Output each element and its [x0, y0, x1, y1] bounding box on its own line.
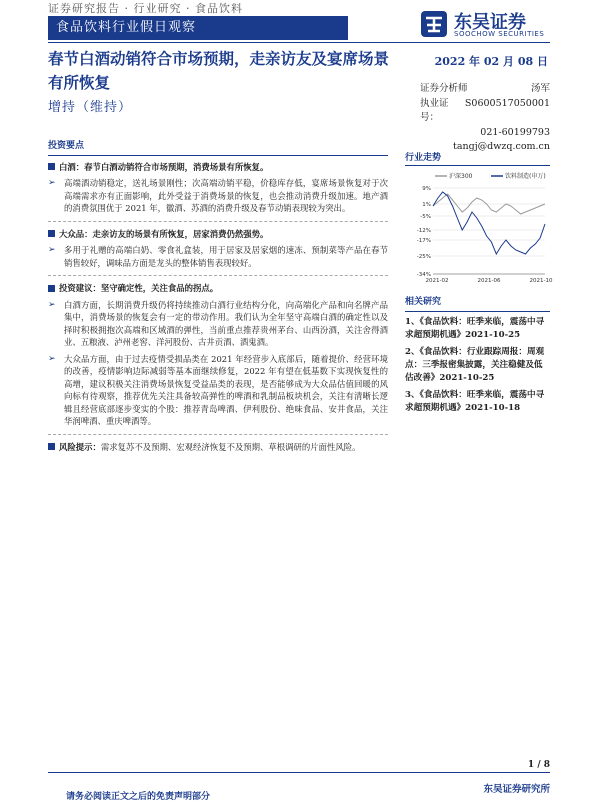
- legend-label: 沪深300: [449, 173, 473, 180]
- series-line: [433, 192, 545, 254]
- logo-mark-icon: [420, 10, 448, 38]
- x-tick-label: 2021-02: [425, 278, 449, 284]
- square-bullet-icon: [48, 443, 55, 450]
- x-tick-label: 2021-10: [529, 278, 553, 284]
- related-item[interactable]: 3、《食品饮料：旺季来临，震荡中寻求超预期机遇》2021-10-18: [405, 390, 545, 413]
- y-tick-label: 1%: [422, 202, 431, 208]
- main-content: [48, 140, 388, 457]
- liquor-heading: [48, 161, 388, 174]
- y-tick-label: -5%: [420, 214, 431, 220]
- investment-points-title: 投资要点: [48, 140, 388, 156]
- mass-heading: [48, 228, 388, 241]
- report-banner: 食品饮料行业假日观察: [48, 16, 348, 40]
- advice-heading-text: 投资建议：坚守确定性，关注食品的拐点。: [59, 283, 219, 293]
- square-bullet-icon: [48, 163, 55, 170]
- x-tick-label: 2021-06: [477, 278, 501, 284]
- arrow-bullet-icon: ➢: [48, 178, 56, 188]
- risk-heading: 风险提示：: [59, 441, 101, 452]
- arrow-bullet-icon: ➢: [48, 245, 56, 255]
- liquor-text: 高端酒动销稳定，送礼场景刚性；次高端动销平稳，价稳库存低，宴席场景恢复对于次高端需求亦有正面影响，此外受益于消费场景的恢复，也会推动消费升级加速。地产酒的消费氛围优于 2021 年，徽酒、苏酒的消费升级及春节动销表现较为突出。: [64, 178, 388, 213]
- divider: [48, 275, 388, 276]
- logo-text-en: SOOCHOW SECURITIES: [454, 30, 545, 38]
- related-title: 相关研究: [405, 296, 550, 312]
- arrow-bullet-icon: ➢: [48, 299, 56, 310]
- logo-text-cn: 东吴证券: [454, 12, 526, 33]
- risk-text: 需求复苏不及预期、宏观经济恢复不及预期、草根调研的片面性风险。: [100, 441, 361, 452]
- liquor-heading-text: 白酒：春节白酒动销符合市场预期，消费场景有所恢复。: [59, 161, 269, 172]
- square-bullet-icon: [48, 285, 55, 292]
- mass-heading-text: 大众品：走亲访友的场景有所恢复，居家消费仍然强势。: [59, 228, 269, 239]
- sidebar: [405, 150, 553, 290]
- footer-rule: [48, 772, 550, 773]
- advice-paragraph-1: [48, 299, 388, 349]
- report-category: 证券研究报告 · 行业研究 · 食品饮料: [48, 2, 243, 15]
- analyst-info: [420, 82, 550, 155]
- arrow-bullet-icon: ➢: [48, 353, 56, 364]
- report-date: 2022 年 02 月 08 日: [434, 55, 548, 68]
- divider: [48, 434, 388, 435]
- risk-block: [48, 441, 388, 454]
- footer-org: 东吴证券研究所: [483, 784, 550, 795]
- trend-title: 行业走势: [405, 150, 550, 166]
- legend-label: 饮料制造(申万): [505, 173, 546, 180]
- analyst-name: 汤军: [530, 83, 550, 94]
- advice-text-2: 大众品方面，由于过去疫情受损品类在 2021 年经营步入底部后，随着提价、经营环境的改善，疫情影响边际减弱等基本面继续修复，2022 年有望在低基数下实现恢复性的高增，建议积极关注消费场景恢复受益品类的表现，是否能够成为大众品估值回暖的风向标有待观察，推荐优先关注具备较高弹性的啤酒和乳制品板块机会，关注有清晰长逻辑且经营底部逐步变实的个股：推荐青岛啤酒、伊利股份、绝味食品、安井食品，关注华润啤酒、重庆啤酒等。: [64, 353, 388, 426]
- rating: 增持（维持）: [48, 100, 133, 115]
- liquor-paragraph: [48, 177, 388, 215]
- square-bullet-icon: [48, 230, 55, 237]
- advice-heading: [48, 282, 388, 295]
- company-logo: [420, 6, 550, 42]
- analyst-phone: 021-60199793: [480, 126, 550, 138]
- analyst-email[interactable]: tangj@dwzq.com.cn: [453, 141, 550, 152]
- related-research: [405, 296, 550, 415]
- advice-paragraph-2: [48, 353, 388, 428]
- analyst-label: 证券分析师: [420, 83, 468, 94]
- report-title: 春节白酒动销符合市场预期，走亲访友及宴席场景有所恢复: [48, 49, 390, 92]
- mass-text: 多用于礼赠的高端白奶、零食礼盒装，用于居家及居家烟的速冻、预制菜等产品在春节销售较好，调味品方面是龙头的整体销售表现较好。: [64, 245, 388, 268]
- y-tick-label: -34%: [416, 272, 431, 278]
- trend-chart: [405, 166, 553, 286]
- related-item[interactable]: 1、《食品饮料：旺季来临，震荡中寻求超预期机遇》2021-10-25: [405, 317, 545, 340]
- related-item[interactable]: 2、《食品饮料：行业跟踪周报：周观点：三季报密集披露，关注稳健及低估改善》2021-10-25: [405, 347, 545, 383]
- mass-paragraph: [48, 244, 388, 269]
- y-tick-label: -17%: [416, 238, 431, 244]
- cert-number: S0600517050001: [464, 97, 550, 109]
- advice-text-1: 白酒方面，长期消费升级仍将持续推动白酒行业结构分化，向高端化产品和向名牌产品集中，消费场景的恢复会有一定的带动作用。我们认为全年坚守高端白酒的确定性以及择时积极拥抱次高端和区域酒的弹性，当前重点推荐贵州茅台、山西汾酒，关注舍得酒业、五粮液、泸州老窖、洋河股份、古井贡酒、酒鬼酒。: [64, 299, 388, 347]
- y-tick-label: -25%: [416, 254, 431, 260]
- cert-label: 执业证号：: [420, 97, 449, 123]
- y-tick-label: -12%: [416, 228, 431, 234]
- disclaimer: 请务必阅读正文之后的免责声明部分: [66, 792, 211, 802]
- y-tick-label: 9%: [422, 186, 431, 192]
- divider: [48, 221, 388, 222]
- page-number: 1 / 8: [527, 760, 550, 770]
- header-rule: [48, 42, 550, 43]
